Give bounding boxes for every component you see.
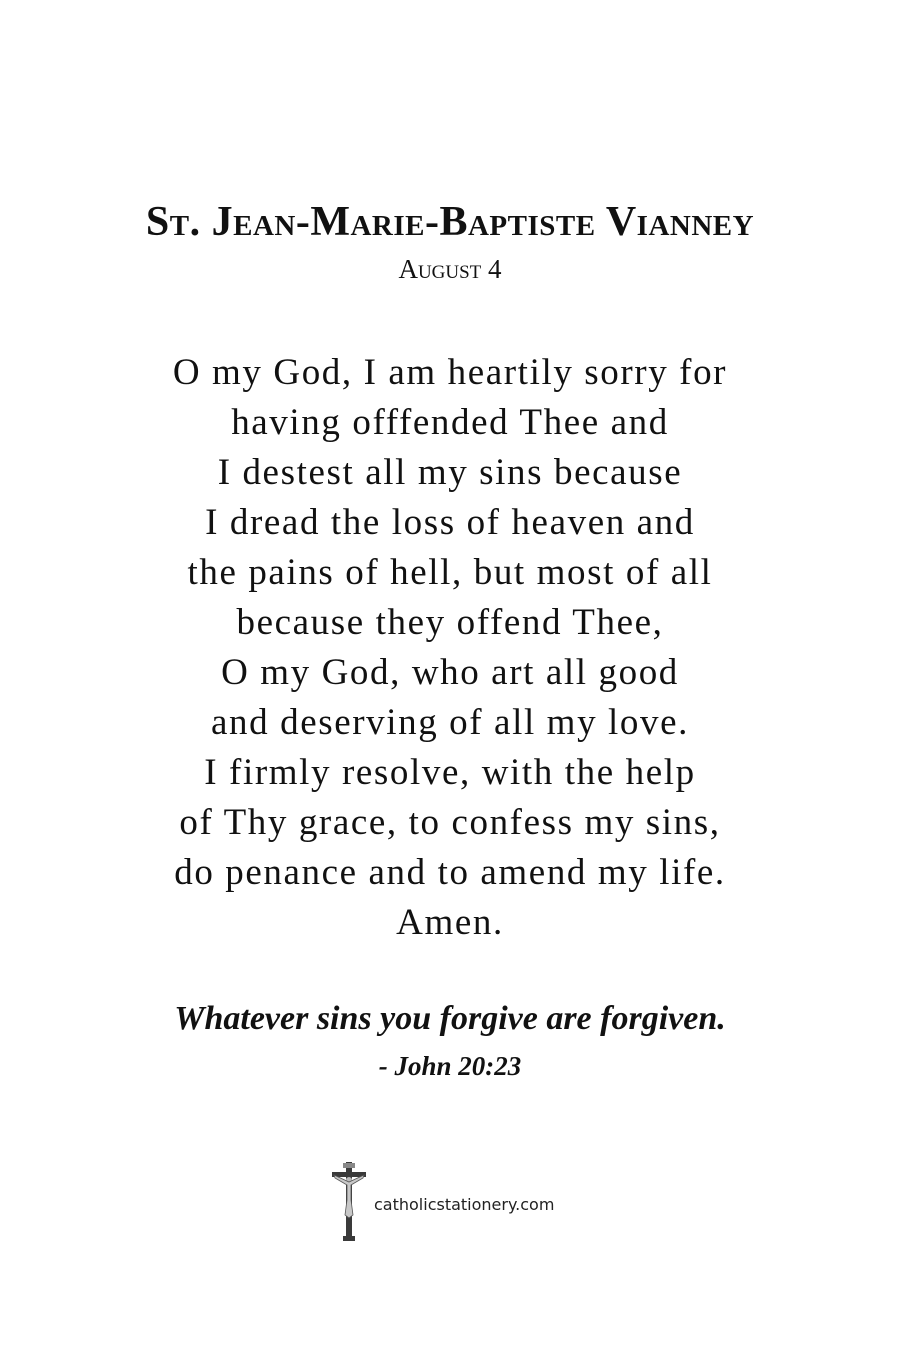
prayer-line: do penance and to amend my life. <box>174 852 726 893</box>
prayer-line: I destest all my sins because <box>217 452 683 493</box>
prayer-line: I dread the loss of heaven and <box>205 502 695 543</box>
prayer-line: I firmly resolve, with the help <box>204 752 696 793</box>
prayer-text <box>0 348 900 948</box>
prayer-line: O my God, I am heartily sorry for <box>172 352 728 393</box>
prayer-line: and deserving of all my love. <box>211 702 689 743</box>
scripture-verse: Whatever sins you forgive are forgiven. <box>174 1000 726 1037</box>
prayer-line: the pains of hell, but most of all <box>187 552 713 593</box>
prayer-line: because they offend Thee, <box>236 602 664 643</box>
saint-name-title: St. Jean-Marie-Baptiste Vianney <box>145 199 755 245</box>
crucifix-icon <box>330 1160 368 1242</box>
prayer-line: having offfended Thee and <box>231 402 669 443</box>
scripture-reference: - John 20:23 <box>378 1051 522 1081</box>
prayer-line: Amen. <box>396 902 504 943</box>
site-url: catholicstationery.com <box>374 1195 555 1214</box>
feast-date: August 4 <box>398 254 502 284</box>
prayer-line: of Thy grace, to confess my sins, <box>179 802 721 843</box>
prayer-line: O my God, who art all good <box>221 652 679 693</box>
footer-logo <box>330 1160 590 1244</box>
